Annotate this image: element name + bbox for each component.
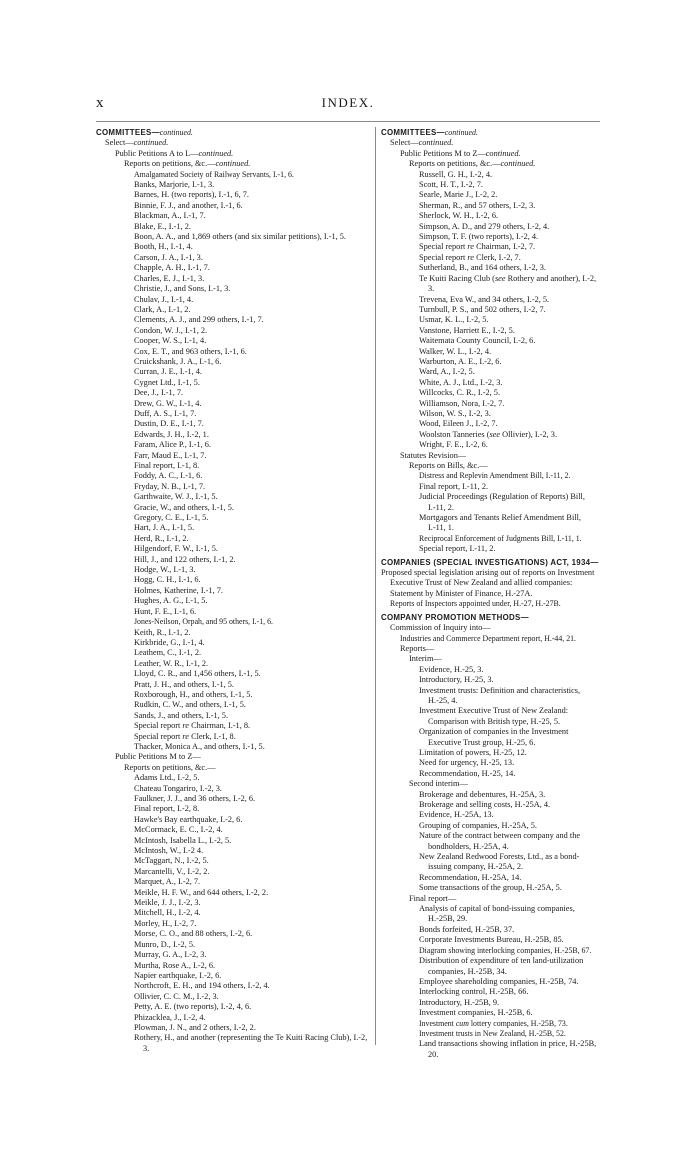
index-entry: Sherlock, W. H., I.-2, 6. xyxy=(419,211,499,221)
index-entry: Searle, Marie J., I.-2, 2. xyxy=(419,190,498,200)
index-entry: Sherman, R., and 57 others, I.-2, 3. xyxy=(419,200,536,210)
index-entry: Pratt, J. H., and others, I.-1, 5. xyxy=(134,679,235,689)
index-heading: COMMITTEES—continued. xyxy=(96,128,193,137)
index-entry: Hill, J., and 122 others, I.-1, 2. xyxy=(134,554,236,564)
index-entry: Commission of Inquiry into— xyxy=(390,623,491,633)
index-entry: Banks, Marjorie, I.-1, 3. xyxy=(134,180,215,190)
index-entry: Mortgagors and Tenants Relief Amendment Bill, I.-11, 1. xyxy=(419,513,581,533)
index-entry: McTaggart, N., I.-2, 5. xyxy=(134,856,209,866)
index-entry: Meikle, J. J., I.-2, 3. xyxy=(134,898,201,908)
index-entry: Sutherland, B., and 164 others, I.-2, 3. xyxy=(419,263,546,273)
index-entry: Te Kuiti Racing Club (see Rothery and another), I.-2, 3. xyxy=(419,273,597,294)
index-entry: Willcocks, C. R., I.-2, 5. xyxy=(419,388,501,398)
index-entry: Drew, G. W., I.-1, 4. xyxy=(134,398,202,408)
index-entry: Investment companies, H.-25B, 6. xyxy=(419,1008,533,1018)
index-entry: Investment Executive Trust of New Zealand: Comparison with British type, H.-25, 5. xyxy=(419,706,569,726)
index-entry: Investment trusts in New Zealand, H.-25B, 52. xyxy=(419,1028,566,1038)
index-entry: Munro, D., I.-2, 5. xyxy=(134,939,196,949)
index-entry: Warburton, A. E., I.-2, 6. xyxy=(419,356,502,366)
index-entry: McIntosh, W., I.-2 4. xyxy=(134,846,204,856)
index-entry: Williamson, Nora, I.-2, 7. xyxy=(419,398,505,408)
index-entry: Usmar, K. L., I.-2, 5. xyxy=(419,315,489,325)
index-entry: Hilgendorf, F. W., I.-1, 5. xyxy=(134,544,218,554)
index-entry: Rudkin, C. W., and others, I.-1, 5. xyxy=(134,700,247,710)
index-entry: Murray, G. A., I.-2, 3. xyxy=(134,950,207,960)
index-entry: Chapple, A. H., I.-1, 7. xyxy=(134,263,210,273)
index-entry: Fryday, N. B., I.-1, 7. xyxy=(134,481,206,491)
index-entry: Interlocking control, H.-25B, 66. xyxy=(419,987,529,997)
index-entry: Special report re Clerk, I.-1, 8. xyxy=(134,731,236,741)
index-entry: Rothery, H., and another (representing the Te Kuiti Racing Club), I.-2, 3. xyxy=(134,1033,368,1053)
index-column-right xyxy=(381,128,600,1060)
index-entry: Introductory, H.-25B, 9. xyxy=(419,997,500,1007)
index-heading: COMMITTEES—continued. xyxy=(381,128,478,137)
index-entry: Mitchell, H., I.-2, 4. xyxy=(134,908,201,918)
index-entry: Boon, A. A., and 1,869 others (and six similar petitions), I.-1, 5. xyxy=(134,232,347,242)
index-entry: Special report re Chairman, I.-1, 8. xyxy=(134,721,251,731)
index-entry: Second interim— xyxy=(409,779,468,789)
index-entry: Booth, H., I.-1, 4. xyxy=(134,242,193,252)
index-entry: Brokerage and selling costs, H.-25A, 4. xyxy=(419,800,551,809)
index-entry: Dustin, D. E., I.-1, 7. xyxy=(134,419,204,429)
index-entry: Recommendation, H.-25, 14. xyxy=(419,768,516,778)
index-entry: Brokerage and debentures, H.-25A, 3. xyxy=(419,789,546,799)
index-entry: Gracie, W., and others, I.-1, 5. xyxy=(134,502,234,512)
index-entry: Keith, R., I.-1, 2. xyxy=(134,627,191,637)
index-entry: Meikle, H. F. W., and 644 others, I.-2, 2. xyxy=(134,887,269,897)
index-entry: Reports— xyxy=(400,643,435,653)
index-entry: Recommendation, H.-25A, 14. xyxy=(419,872,522,882)
index-entry: Hogg, C. H., I.-1, 6. xyxy=(134,575,201,585)
index-entry: Organization of companies in the Investment Executive Trust group, H.-25, 6. xyxy=(419,727,569,747)
index-entry: Hunt, F. E., I.-1, 6. xyxy=(134,606,197,616)
index-entry: Distress and Replevin Amendment Bill, I.-11, 2. xyxy=(419,471,571,481)
index-entry: Select—continued. xyxy=(390,138,454,148)
index-entry: Distribution of expenditure of ten land-utilization companies, H.-25B, 34. xyxy=(419,956,584,976)
index-heading: COMPANY PROMOTION METHODS— xyxy=(381,612,529,622)
index-entry: Special report re Chairman, I.-2, 7. xyxy=(419,242,536,252)
index-entry: Special report, I.-11, 2. xyxy=(419,544,496,554)
index-entry: Public Petitions M to Z—continued. xyxy=(400,148,521,158)
index-entry: Land transactions showing inflation in price, H.-25B, 20. xyxy=(419,1039,597,1059)
index-entry: Faulkner, J. J., and 36 others, I.-2, 6. xyxy=(134,794,256,803)
index-entry: Phizacklea, J., I.-2, 4. xyxy=(134,1012,206,1022)
index-entry: Statutes Revision— xyxy=(400,450,467,460)
index-entry: Jones-Neilson, Orpah, and 95 others, I.-1, 6. xyxy=(134,617,273,627)
index-entry: Plowman, J. N., and 2 others, I.-2, 2. xyxy=(134,1022,256,1032)
index-entry: Scott, H. T., I.-2, 7. xyxy=(419,180,483,190)
index-heading: COMPANIES (SPECIAL INVESTIGATIONS) ACT, 1934— xyxy=(381,557,599,567)
index-entry: Vanstone, Harriett E., I.-2, 5. xyxy=(419,325,515,335)
index-entry: Reports on petitions, &c.— xyxy=(124,762,216,772)
index-entry: Blackman, A., I.-1, 7. xyxy=(134,211,206,221)
index-entry: Evidence, H.-25, 3. xyxy=(419,664,484,674)
index-entry: Edwards, J. H., I.-2, 1. xyxy=(134,429,209,439)
index-entry: Duff, A. S., I.-1, 7. xyxy=(134,408,197,418)
index-entry: Cruickshank, J. A., I.-1, 6. xyxy=(134,356,222,366)
index-column-left xyxy=(96,128,369,1054)
index-entry: Final report— xyxy=(409,893,457,903)
index-entry: Grouping of companies, H.-25A, 5. xyxy=(419,820,537,830)
index-entry: McCormack, E. C., I.-2, 4. xyxy=(134,825,223,835)
index-entry: Barnes, H. (two reports), I.-1, 6, 7. xyxy=(134,190,249,200)
index-entry: Marquet, A., I.-2, 7. xyxy=(134,877,201,887)
index-entry: Special report re Clerk, I.-2, 7. xyxy=(419,252,521,262)
index-entry: New Zealand Redwood Forests, Ltd., as a bond-issuing company, H.-25A, 2. xyxy=(419,852,580,872)
index-entry: Ollivier, C. C. M., I.-2, 3. xyxy=(134,991,219,1001)
index-entry: Investment trusts: Definition and characteristics, H.-25, 4. xyxy=(419,685,581,705)
index-entry: White, A. J., Ltd., I.-2, 3. xyxy=(419,377,503,387)
index-entry: Hodge, W., I.-1, 3. xyxy=(134,565,196,575)
index-entry: Kirkbride, G., I.-1, 4. xyxy=(134,637,205,647)
index-entry: Public Petitions A to L—continued. xyxy=(115,148,234,158)
index-entry: Murtha, Rose A., I.-2, 6. xyxy=(134,960,216,970)
index-entry: Judicial Proceedings (Regulation of Reports) Bill, I.-11, 2. xyxy=(419,492,585,512)
index-entry: Adams Ltd., I.-2, 5. xyxy=(134,773,200,783)
index-entry: Charles, E. J., I.-1, 3. xyxy=(134,273,205,283)
column-divider xyxy=(375,127,376,1045)
index-entry: Chateau Tongariro, I.-2, 3. xyxy=(134,783,222,793)
index-entry: Select—continued. xyxy=(105,138,169,148)
index-entry: Leathem, C., I.-1, 2. xyxy=(134,648,202,658)
index-entry: Amalgamated Society of Railway Servants, I.-1, 6. xyxy=(134,169,294,179)
index-entry: Public Petitions M to Z— xyxy=(115,752,201,762)
index-entry: Final report, I.-1, 8. xyxy=(134,461,200,470)
index-entry: Garthwaite, W. J., I.-1, 5. xyxy=(134,492,218,502)
index-entry: Hawke's Bay earthquake, I.-2, 6. xyxy=(134,814,243,824)
index-entry: Nature of the contract between company and the bondholders, H.-25A, 4. xyxy=(419,831,581,851)
index-entry: Simpson, T. F. (two reports), I.-2, 4. xyxy=(419,232,539,242)
header-rule xyxy=(96,121,600,122)
index-entry: Thacker, Monica A., and others, I.-1, 5. xyxy=(134,741,265,751)
index-entry: Investment cum lottery companies, H.-25B, 73. xyxy=(419,1018,568,1028)
page-number: x xyxy=(96,95,104,111)
index-entry: Reports of Inspectors appointed under, H.-27, H.-27B. xyxy=(390,599,561,609)
index-entry: Farr, Maud E., I.-1, 7. xyxy=(134,450,207,460)
index-entry: Chulav, J., I.-1, 4. xyxy=(134,294,194,304)
index-entry: Evidence, H.-25A, 13. xyxy=(419,810,494,820)
index-entry: Industries and Commerce Department report, H.-44, 21. xyxy=(400,633,576,643)
index-entry: Holmes, Katherine, I.-1, 7. xyxy=(134,585,223,595)
index-entry: Some transactions of the group, H.-25A, 5. xyxy=(419,883,562,893)
index-entry: Reports on Bills, &c.— xyxy=(409,461,488,470)
index-entry: Clements, A. J., and 299 others, I.-1, 7. xyxy=(134,315,264,325)
index-entry: Wright, F. E., I.-2, 6. xyxy=(419,440,488,450)
index-entry: Petty, A. E. (two reports), I.-2, 4, 6. xyxy=(134,1002,252,1012)
index-entry: Waitemata County Council, I.-2, 6. xyxy=(419,336,536,346)
index-entry: Need for urgency, H.-25, 13. xyxy=(419,758,515,768)
index-entry: Marcantelli, V., I.-2, 2. xyxy=(134,866,210,876)
index-entry: Morley, H., I.-2, 7. xyxy=(134,918,197,928)
index-entry: Corporate Investments Bureau, H.-25B, 85. xyxy=(419,935,564,945)
index-entry: Lloyd, C. R., and 1,456 others, I.-1, 5. xyxy=(134,669,261,679)
index-entry: Cygnet Ltd., I.-1, 5. xyxy=(134,377,200,387)
index-entry: Christie, J., and Sons, I.-1, 3. xyxy=(134,284,231,294)
index-entry: Diagram showing interlocking companies, H.-25B, 67. xyxy=(419,945,592,955)
index-entry: Leather, W. R., I.-1, 2. xyxy=(134,658,209,668)
index-entry: Wilson, W. S., I.-2, 3. xyxy=(419,408,491,418)
index-entry: Employee shareholding companies, H.-25B, 74. xyxy=(419,976,579,986)
index-entry: Ward, A., I.-2, 5. xyxy=(419,367,475,377)
page-title: INDEX. xyxy=(321,95,375,110)
index-entry: Roxborough, H., and others, I.-1, 5. xyxy=(134,689,253,699)
index-entry: Napier earthquake, I.-2, 6. xyxy=(134,970,222,980)
index-entry: Hughes, A. G., I.-1, 5. xyxy=(134,596,208,606)
index-entry: Final report, I.-2, 8. xyxy=(134,804,200,814)
index-entry: Faram, Alice P., I.-1, 6. xyxy=(134,440,211,450)
index-entry: Carson, J. A., I.-1, 3. xyxy=(134,252,203,262)
index-entry: Northcroft, E. H., and 194 others, I.-2, 4. xyxy=(134,981,270,991)
index-entry: Foddy, A. C., I.-1, 6. xyxy=(134,471,203,481)
index-entry: Gregory, C. E., I.-1, 5. xyxy=(134,513,209,523)
index-entry: Reciprocal Enforcement of Judgments Bill, I.-11, 1. xyxy=(419,533,582,543)
index-entry: Reports on petitions, &c.—continued. xyxy=(124,159,251,169)
index-entry: Analysis of capital of bond-issuing companies, H.-25B, 29. xyxy=(419,904,575,924)
index-entry: Turnbull, P. S., and 502 others, I.-2, 7. xyxy=(419,304,546,314)
index-entry: Curran, J. E., I.-1, 4. xyxy=(134,367,202,377)
index-entry: Cox, E. T., and 963 others, I.-1, 6. xyxy=(134,346,247,356)
index-entry: Wood, Eileen J., I.-2, 7. xyxy=(419,419,498,429)
index-entry: Limitation of powers, H.-25, 12. xyxy=(419,747,527,757)
index-entry: Simpson, A. D., and 279 others, I.-2, 4. xyxy=(419,221,550,231)
index-entry: Dee, J., I.-1, 7. xyxy=(134,388,184,398)
index-entry: Trevena, Eva W., and 34 others, I.-2, 5. xyxy=(419,294,550,304)
index-entry: Morse, C. O., and 88 others, I.-2, 6. xyxy=(134,929,253,939)
index-entry: Blake, E., I.-1, 2. xyxy=(134,221,191,231)
index-entry: Cooper, W. S., I.-1, 4. xyxy=(134,336,207,346)
index-entry: Woolston Tanneries (see Ollivier), I.-2, 3. xyxy=(419,429,558,439)
index-entry: Reports on petitions, &c.—continued. xyxy=(409,159,536,169)
index-entry: Herd, R., I.-1, 2. xyxy=(134,533,189,543)
index-entry: Proposed special legislation arising out of reports on Investment Executive Trust of New Zealand and allied companies: Statement by Minister of Finance, H.-27A. xyxy=(381,568,595,598)
index-entry: Sands, J., and others, I.-1, 5. xyxy=(134,710,229,720)
index-entry: Binnie, F. J., and another, I.-1, 6. xyxy=(134,200,243,210)
index-entry: Clark, A., I.-1, 2. xyxy=(134,304,191,314)
index-entry: Walker, W. L., I.-2, 4. xyxy=(419,346,492,356)
index-entry: Final report, I.-11, 2. xyxy=(419,481,489,491)
index-entry: Introductory, H.-25, 3. xyxy=(419,675,494,685)
index-entry: Interim— xyxy=(409,654,442,664)
index-entry: Condon, W. J., I.-1, 2. xyxy=(134,325,208,335)
index-entry: Hart, J. A., I.-1, 5. xyxy=(134,523,195,533)
index-entry: McIntosh, Isabella L., I.-2, 5. xyxy=(134,835,232,845)
index-entry: Bonds forfeited, H.-25B, 37. xyxy=(419,924,515,934)
page-header xyxy=(96,95,600,115)
index-entry: Russell, G. H., I.-2, 4. xyxy=(419,169,493,179)
